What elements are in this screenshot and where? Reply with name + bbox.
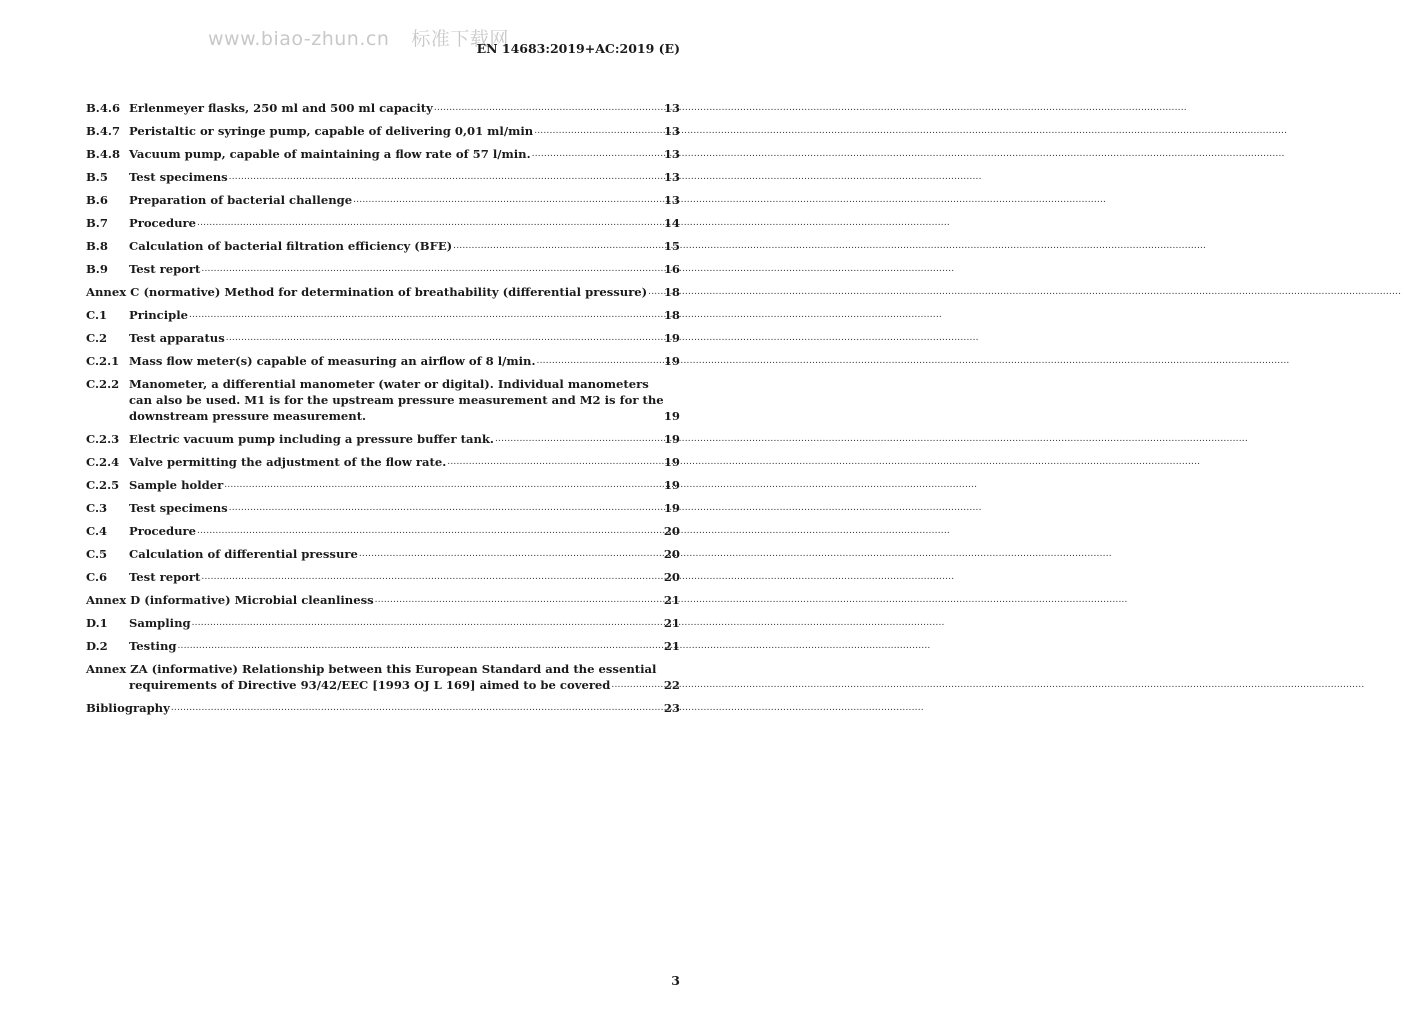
toc-entry[interactable] bbox=[86, 500, 680, 516]
toc-entry[interactable] bbox=[86, 546, 680, 562]
toc-entry-page: 19 bbox=[663, 432, 680, 446]
toc-dot-leader bbox=[197, 217, 663, 229]
toc-entry-number: C.1 bbox=[86, 308, 108, 322]
toc-entry-number: C.2.2 bbox=[86, 377, 120, 391]
toc-dot-leader bbox=[447, 456, 663, 468]
toc-dot-leader bbox=[201, 571, 662, 583]
toc-dot-leader bbox=[189, 309, 663, 321]
toc-entry-number: D.2 bbox=[86, 639, 108, 653]
toc-entry-title: Test apparatus bbox=[129, 331, 225, 345]
toc-entry-title: Preparation of bacterial challenge bbox=[129, 193, 353, 207]
toc-entry-page: 13 bbox=[663, 124, 680, 138]
toc-dot-leader bbox=[171, 702, 663, 714]
toc-annex-entry[interactable] bbox=[86, 661, 680, 693]
toc-entry-number: C.2.3 bbox=[86, 432, 120, 446]
toc-entry-number: B.4.8 bbox=[86, 147, 121, 161]
toc-entry-title: Mass flow meter(s) capable of measuring an airflow of 8 l/min. bbox=[129, 354, 536, 368]
toc-dot-leader bbox=[224, 479, 663, 491]
document-id-header: EN 14683:2019+AC:2019 (E) bbox=[476, 41, 680, 56]
table-of-contents bbox=[86, 100, 680, 723]
toc-entry-page: 19 bbox=[663, 331, 680, 345]
toc-entry[interactable] bbox=[86, 307, 680, 323]
toc-entry-page: 13 bbox=[663, 193, 680, 207]
toc-entry-title: Testing bbox=[129, 639, 177, 653]
toc-entry-title: Sampling bbox=[129, 616, 191, 630]
toc-entry[interactable] bbox=[86, 330, 680, 346]
toc-entry-page: 23 bbox=[663, 701, 680, 715]
toc-dot-leader bbox=[611, 679, 662, 691]
toc-dot-leader bbox=[537, 355, 663, 367]
toc-entry-page: 19 bbox=[663, 501, 680, 515]
toc-entry-title: Peristaltic or syringe pump, capable of delivering 0,01 ml/min bbox=[129, 124, 534, 138]
toc-entry-page: 14 bbox=[663, 216, 680, 230]
toc-annex-title: Annex C (normative) Method for determination of breathability (differential pressure) bbox=[86, 285, 648, 299]
toc-entry-number: D.1 bbox=[86, 616, 108, 630]
toc-annex-title: Annex D (informative) Microbial cleanliness bbox=[86, 593, 374, 607]
toc-entry-page: 16 bbox=[663, 262, 680, 276]
toc-entry-number: B.9 bbox=[86, 262, 108, 276]
toc-entry-page: 19 bbox=[663, 455, 680, 469]
toc-entry[interactable] bbox=[86, 431, 680, 447]
toc-entry-title: Erlenmeyer flasks, 250 ml and 500 ml capacity bbox=[129, 101, 433, 115]
toc-entry[interactable] bbox=[86, 123, 680, 139]
toc-entry-number: B.4.7 bbox=[86, 124, 121, 138]
toc-entry-title: Test report bbox=[129, 570, 201, 584]
toc-entry-number: C.5 bbox=[86, 547, 108, 561]
toc-entry-title: Electric vacuum pump including a pressure buffer tank. bbox=[129, 432, 494, 446]
toc-entry[interactable] bbox=[86, 638, 680, 654]
toc-entry-title: Calculation of bacterial filtration efficiency (BFE) bbox=[129, 239, 453, 253]
toc-entry-page: 19 bbox=[663, 409, 680, 423]
toc-annex-entry[interactable] bbox=[86, 284, 680, 300]
toc-entry-title: Calculation of differential pressure bbox=[129, 547, 358, 561]
toc-entry-page: 20 bbox=[663, 547, 680, 561]
toc-entry-page: 15 bbox=[663, 239, 680, 253]
toc-entry-title: Test specimens bbox=[129, 170, 228, 184]
toc-annex-title-line1: Annex ZA (informative) Relationship between this European Standard and the essential bbox=[86, 662, 657, 676]
toc-entry-title: Valve permitting the adjustment of the flow rate. bbox=[129, 455, 447, 469]
toc-annex-entry[interactable] bbox=[86, 592, 680, 608]
toc-entry[interactable] bbox=[86, 353, 680, 369]
toc-entry-number: B.7 bbox=[86, 216, 108, 230]
toc-entry-number: C.2 bbox=[86, 331, 108, 345]
toc-entry-number: B.4.6 bbox=[86, 101, 121, 115]
toc-entry[interactable] bbox=[86, 215, 680, 231]
toc-entry-number: C.4 bbox=[86, 524, 108, 538]
toc-dot-leader bbox=[532, 148, 663, 160]
toc-entry-number: B.5 bbox=[86, 170, 108, 184]
watermark-site-name: 标准下载网 bbox=[411, 28, 509, 50]
toc-entry[interactable] bbox=[86, 146, 680, 162]
toc-entry-title: Procedure bbox=[129, 216, 197, 230]
toc-annex-title-line2: requirements of Directive 93/42/EEC [1993 OJ L 169] aimed to be covered bbox=[129, 678, 611, 692]
toc-dot-leader bbox=[201, 263, 662, 275]
toc-entry-page: 13 bbox=[663, 101, 680, 115]
toc-entry-title: Manometer, a differential manometer (water or digital). Individual manometers can also be used. M1 is for the upstream pressure measurement and M2 is for the downstream pressure measurement. bbox=[129, 377, 664, 423]
page-number: 3 bbox=[671, 973, 680, 988]
toc-entry-number: B.6 bbox=[86, 193, 108, 207]
toc-entry-page: 20 bbox=[663, 524, 680, 538]
toc-entry-page: 20 bbox=[663, 570, 680, 584]
toc-entry[interactable] bbox=[86, 192, 680, 208]
toc-entry[interactable] bbox=[86, 523, 680, 539]
toc-entry-number: C.3 bbox=[86, 501, 108, 515]
toc-entry-title: Test report bbox=[129, 262, 201, 276]
toc-entry-page: 21 bbox=[663, 593, 680, 607]
watermark-url: www.biao-zhun.cn bbox=[208, 28, 390, 50]
toc-entry-number: C.6 bbox=[86, 570, 108, 584]
toc-entry[interactable] bbox=[86, 615, 680, 631]
watermark bbox=[208, 24, 509, 51]
toc-dot-leader bbox=[534, 125, 663, 137]
toc-bibliography-title: Bibliography bbox=[86, 701, 170, 715]
toc-entry[interactable] bbox=[86, 454, 680, 470]
toc-entry-page: 18 bbox=[663, 285, 680, 299]
toc-dot-leader bbox=[229, 171, 663, 183]
toc-dot-leader bbox=[192, 617, 663, 629]
toc-entry-page: 13 bbox=[663, 170, 680, 184]
toc-entry[interactable] bbox=[86, 100, 680, 116]
toc-entry-title: Principle bbox=[129, 308, 189, 322]
toc-dot-leader bbox=[495, 433, 663, 445]
toc-dot-leader bbox=[353, 194, 663, 206]
toc-entry-number: B.8 bbox=[86, 239, 108, 253]
toc-entry-title: Test specimens bbox=[129, 501, 228, 515]
toc-dot-leader bbox=[229, 502, 663, 514]
toc-entry-page: 19 bbox=[663, 478, 680, 492]
toc-bibliography-entry[interactable] bbox=[86, 700, 680, 716]
toc-entry-title: Sample holder bbox=[129, 478, 224, 492]
toc-entry-title: Vacuum pump, capable of maintaining a flow rate of 57 l/min. bbox=[129, 147, 531, 161]
toc-entry-page: 21 bbox=[663, 616, 680, 630]
toc-entry[interactable] bbox=[86, 261, 680, 277]
toc-entry-title: Procedure bbox=[129, 524, 197, 538]
toc-entry-page: 21 bbox=[663, 639, 680, 653]
toc-entry[interactable] bbox=[86, 376, 680, 424]
toc-entry-page: 19 bbox=[663, 354, 680, 368]
toc-dot-leader bbox=[226, 332, 663, 344]
toc-entry-number: C.2.5 bbox=[86, 478, 120, 492]
toc-entry[interactable] bbox=[86, 169, 680, 185]
toc-entry[interactable] bbox=[86, 569, 680, 585]
toc-dot-leader bbox=[197, 525, 663, 537]
toc-dot-leader bbox=[375, 594, 663, 606]
toc-entry-number: C.2.1 bbox=[86, 354, 120, 368]
toc-dot-leader bbox=[434, 102, 663, 114]
toc-dot-leader bbox=[178, 640, 663, 652]
toc-entry[interactable] bbox=[86, 238, 680, 254]
toc-entry-page: 13 bbox=[663, 147, 680, 161]
toc-dot-leader bbox=[453, 240, 663, 252]
toc-dot-leader bbox=[648, 286, 663, 298]
toc-entry[interactable] bbox=[86, 477, 680, 493]
toc-dot-leader bbox=[359, 548, 663, 560]
toc-entry-page: 22 bbox=[663, 678, 680, 692]
toc-entry-page: 18 bbox=[663, 308, 680, 322]
toc-entry-number: C.2.4 bbox=[86, 455, 120, 469]
